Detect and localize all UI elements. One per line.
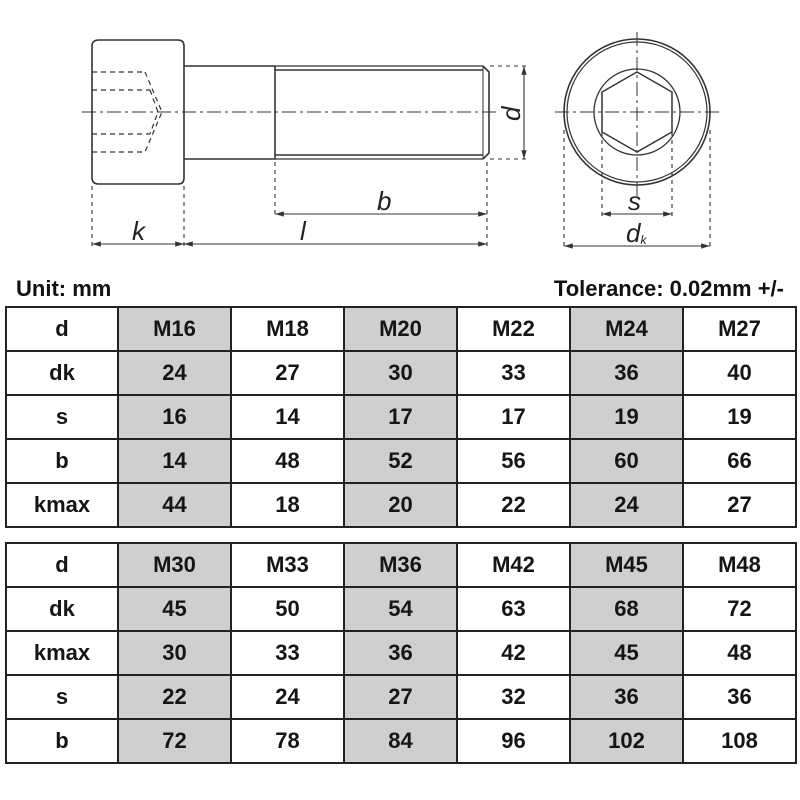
row-label-s: s bbox=[6, 395, 118, 439]
row-label-kmax: kmax bbox=[6, 483, 118, 527]
table-row bbox=[6, 587, 796, 631]
table-cell: 33 bbox=[231, 631, 344, 675]
table-cell: 78 bbox=[231, 719, 344, 763]
row-label-b: b bbox=[6, 439, 118, 483]
table-cell: 36 bbox=[570, 351, 683, 395]
table-cell: 36 bbox=[344, 631, 457, 675]
table-cell: 24 bbox=[570, 483, 683, 527]
table-cell: 42 bbox=[457, 631, 570, 675]
label-s: s bbox=[628, 186, 641, 216]
label-dk bbox=[626, 218, 647, 248]
tolerance-label: Tolerance: 0.02mm +/- bbox=[553, 276, 784, 301]
row-label-s: s bbox=[6, 675, 118, 719]
table-cell: 52 bbox=[344, 439, 457, 483]
table-cell: 84 bbox=[344, 719, 457, 763]
table-cell: 48 bbox=[231, 439, 344, 483]
table-cell: 33 bbox=[457, 351, 570, 395]
row-label-d: d bbox=[6, 307, 118, 351]
row-label-b: b bbox=[6, 719, 118, 763]
table-row bbox=[6, 719, 796, 763]
table-cell: M30 bbox=[118, 543, 231, 587]
table-cell: 72 bbox=[118, 719, 231, 763]
spec-table-1 bbox=[5, 306, 797, 528]
table-cell: M16 bbox=[118, 307, 231, 351]
table-cell: 56 bbox=[457, 439, 570, 483]
label-dk-main: d bbox=[626, 218, 641, 248]
row-label-dk: dk bbox=[6, 587, 118, 631]
table-cell: 48 bbox=[683, 631, 796, 675]
label-b: b bbox=[377, 186, 392, 216]
table-row bbox=[6, 631, 796, 675]
label-k: k bbox=[132, 216, 145, 246]
table-cell: 54 bbox=[344, 587, 457, 631]
table-row bbox=[6, 395, 796, 439]
table-cell: 14 bbox=[118, 439, 231, 483]
label-dk-sub: k bbox=[640, 233, 647, 247]
extension-lines bbox=[92, 66, 528, 248]
table-cell: 44 bbox=[118, 483, 231, 527]
table-cell: M48 bbox=[683, 543, 796, 587]
table-cell: 17 bbox=[457, 395, 570, 439]
table-cell: M18 bbox=[231, 307, 344, 351]
table-cell: 14 bbox=[231, 395, 344, 439]
table-cell: 60 bbox=[570, 439, 683, 483]
table-cell: 68 bbox=[570, 587, 683, 631]
table-cell: 19 bbox=[570, 395, 683, 439]
table-cell: 27 bbox=[344, 675, 457, 719]
table-cell: 72 bbox=[683, 587, 796, 631]
table-cell: 30 bbox=[344, 351, 457, 395]
table-cell: M24 bbox=[570, 307, 683, 351]
table-cell: 22 bbox=[118, 675, 231, 719]
table-row bbox=[6, 543, 796, 587]
table-cell: 17 bbox=[344, 395, 457, 439]
table-cell: 50 bbox=[231, 587, 344, 631]
table-cell: 27 bbox=[683, 483, 796, 527]
table-cell: M42 bbox=[457, 543, 570, 587]
label-d: d bbox=[496, 106, 526, 121]
row-label-d: d bbox=[6, 543, 118, 587]
table-cell: 22 bbox=[457, 483, 570, 527]
spec-table-2 bbox=[5, 542, 797, 764]
table-cell: 96 bbox=[457, 719, 570, 763]
table-cell: M36 bbox=[344, 543, 457, 587]
table-cell: M45 bbox=[570, 543, 683, 587]
table-cell: 45 bbox=[570, 631, 683, 675]
row-label-dk: dk bbox=[6, 351, 118, 395]
table-cell: 45 bbox=[118, 587, 231, 631]
table-cell: 27 bbox=[231, 351, 344, 395]
table-cell: 24 bbox=[118, 351, 231, 395]
unit-label: Unit: mm bbox=[16, 276, 112, 301]
table-cell: 32 bbox=[457, 675, 570, 719]
table-row bbox=[6, 439, 796, 483]
table-row bbox=[6, 483, 796, 527]
table-cell: 108 bbox=[683, 719, 796, 763]
table-cell: 16 bbox=[118, 395, 231, 439]
table-cell: 63 bbox=[457, 587, 570, 631]
table-row bbox=[6, 351, 796, 395]
table-cell: 102 bbox=[570, 719, 683, 763]
table-cell: M20 bbox=[344, 307, 457, 351]
table-cell: 18 bbox=[231, 483, 344, 527]
table-cell: M22 bbox=[457, 307, 570, 351]
screw-technical-drawing bbox=[0, 0, 800, 262]
table-cell: M27 bbox=[683, 307, 796, 351]
table-cell: 20 bbox=[344, 483, 457, 527]
table-cell: M33 bbox=[231, 543, 344, 587]
label-l: l bbox=[300, 216, 306, 246]
table-cell: 40 bbox=[683, 351, 796, 395]
table-cell: 24 bbox=[231, 675, 344, 719]
table-row bbox=[6, 675, 796, 719]
row-label-kmax: kmax bbox=[6, 631, 118, 675]
table-row bbox=[6, 307, 796, 351]
table-cell: 36 bbox=[683, 675, 796, 719]
table-cell: 30 bbox=[118, 631, 231, 675]
table-cell: 36 bbox=[570, 675, 683, 719]
table-cell: 66 bbox=[683, 439, 796, 483]
table-cell: 19 bbox=[683, 395, 796, 439]
